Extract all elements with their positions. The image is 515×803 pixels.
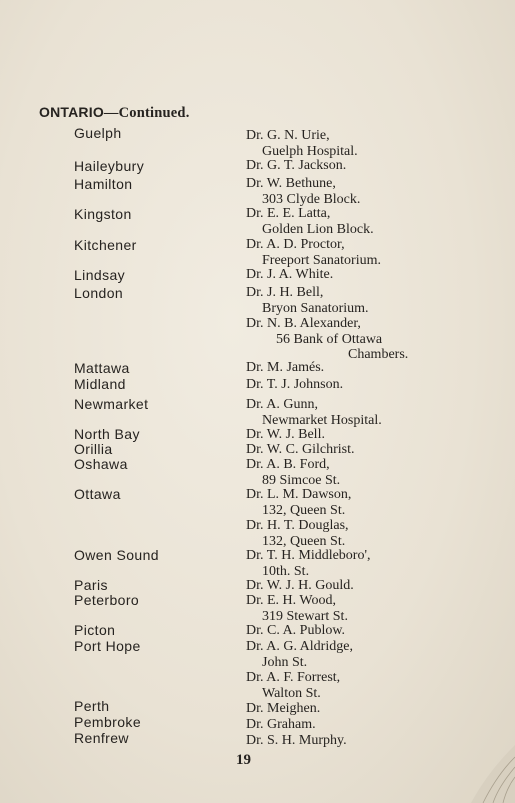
doctor-line: Dr. Graham. <box>246 717 316 732</box>
city-oshawa: Oshawa <box>74 456 128 472</box>
city-owen-sound: Owen Sound <box>74 547 159 563</box>
address-line: 132, Queen St. <box>262 534 346 549</box>
city-newmarket: Newmarket <box>74 396 149 412</box>
address-line: 132, Queen St. <box>262 503 346 518</box>
city-picton: Picton <box>74 622 116 638</box>
city-haileybury: Haileybury <box>74 158 145 174</box>
doctor-line: Dr. W. C. Gilchrist. <box>246 442 355 457</box>
address-line: 319 Stewart St. <box>262 609 348 624</box>
heading-dash: — <box>103 105 119 121</box>
page-curl-decoration <box>435 723 515 803</box>
address-line: 89 Simcoe St. <box>262 473 341 488</box>
doctor-line: Dr. Meighen. <box>246 701 321 716</box>
city-mattawa: Mattawa <box>74 360 130 376</box>
city-orillia: Orillia <box>74 441 113 457</box>
doctor-line: Dr. G. N. Urie, <box>246 128 330 143</box>
address-line: Newmarket Hospital. <box>262 413 382 428</box>
address-line: Guelph Hospital. <box>262 144 358 159</box>
city-london: London <box>74 285 124 301</box>
doctor-line: Dr. T. H. Middleboro', <box>246 548 371 563</box>
city-midland: Midland <box>74 376 126 392</box>
doctor-line: Dr. T. J. Johnson. <box>246 377 344 392</box>
city-pembroke: Pembroke <box>74 714 142 730</box>
doctor-line: Dr. S. H. Murphy. <box>246 733 347 748</box>
city-hamilton: Hamilton <box>74 176 133 192</box>
city-paris: Paris <box>74 577 108 593</box>
doctor-line: Dr. J. A. White. <box>246 267 334 282</box>
doctor-line: Dr. W. Bethune, <box>246 176 336 191</box>
doctor-line: Dr. A. G. Aldridge, <box>246 639 353 654</box>
doctor-line: Dr. J. H. Bell, <box>246 285 324 300</box>
address-line: 56 Bank of Ottawa <box>276 332 383 347</box>
doctor-line: Dr. G. T. Jackson. <box>246 158 347 173</box>
heading-continued: Continued. <box>118 105 190 121</box>
heading-province: ONTARIO <box>39 104 104 120</box>
doctor-line: Dr. H. T. Douglas, <box>246 518 349 533</box>
address-line: 303 Clyde Block. <box>262 192 361 207</box>
city-peterboro: Peterboro <box>74 592 140 608</box>
page-number: 19 <box>236 752 251 768</box>
address-line: John St. <box>262 655 308 670</box>
address-line: Bryon Sanatorium. <box>262 301 369 316</box>
section-heading <box>39 104 190 122</box>
city-guelph: Guelph <box>74 125 122 141</box>
address-line: Chambers. <box>348 347 409 362</box>
city-ottawa: Ottawa <box>74 486 121 502</box>
city-port-hope: Port Hope <box>74 638 141 654</box>
doctor-line: Dr. E. H. Wood, <box>246 593 337 608</box>
city-north-bay: North Bay <box>74 426 140 442</box>
doctor-line: Dr. L. M. Dawson, <box>246 487 352 502</box>
doctor-line: Dr. E. E. Latta, <box>246 206 331 221</box>
doctor-line: Dr. M. Jamés. <box>246 360 325 375</box>
doctor-line: Dr. C. A. Publow. <box>246 623 346 638</box>
city-kitchener: Kitchener <box>74 237 137 253</box>
doctor-line: Dr. W. J. Bell. <box>246 427 325 442</box>
doctor-line: Dr. W. J. H. Gould. <box>246 578 354 593</box>
doctor-line: Dr. A. D. Proctor, <box>246 237 345 252</box>
city-kingston: Kingston <box>74 206 132 222</box>
city-renfrew: Renfrew <box>74 730 129 746</box>
address-line: Walton St. <box>262 686 321 701</box>
doctor-line: Dr. A. F. Forrest, <box>246 670 341 685</box>
doctor-line: Dr. A. Gunn, <box>246 397 318 412</box>
city-lindsay: Lindsay <box>74 267 126 283</box>
city-perth: Perth <box>74 698 110 714</box>
doctor-line: Dr. N. B. Alexander, <box>246 316 361 331</box>
address-line: Freeport Sanatorium. <box>262 253 381 268</box>
address-line: 10th. St. <box>262 564 310 579</box>
address-line: Golden Lion Block. <box>262 222 374 237</box>
doctor-line: Dr. A. B. Ford, <box>246 457 330 472</box>
